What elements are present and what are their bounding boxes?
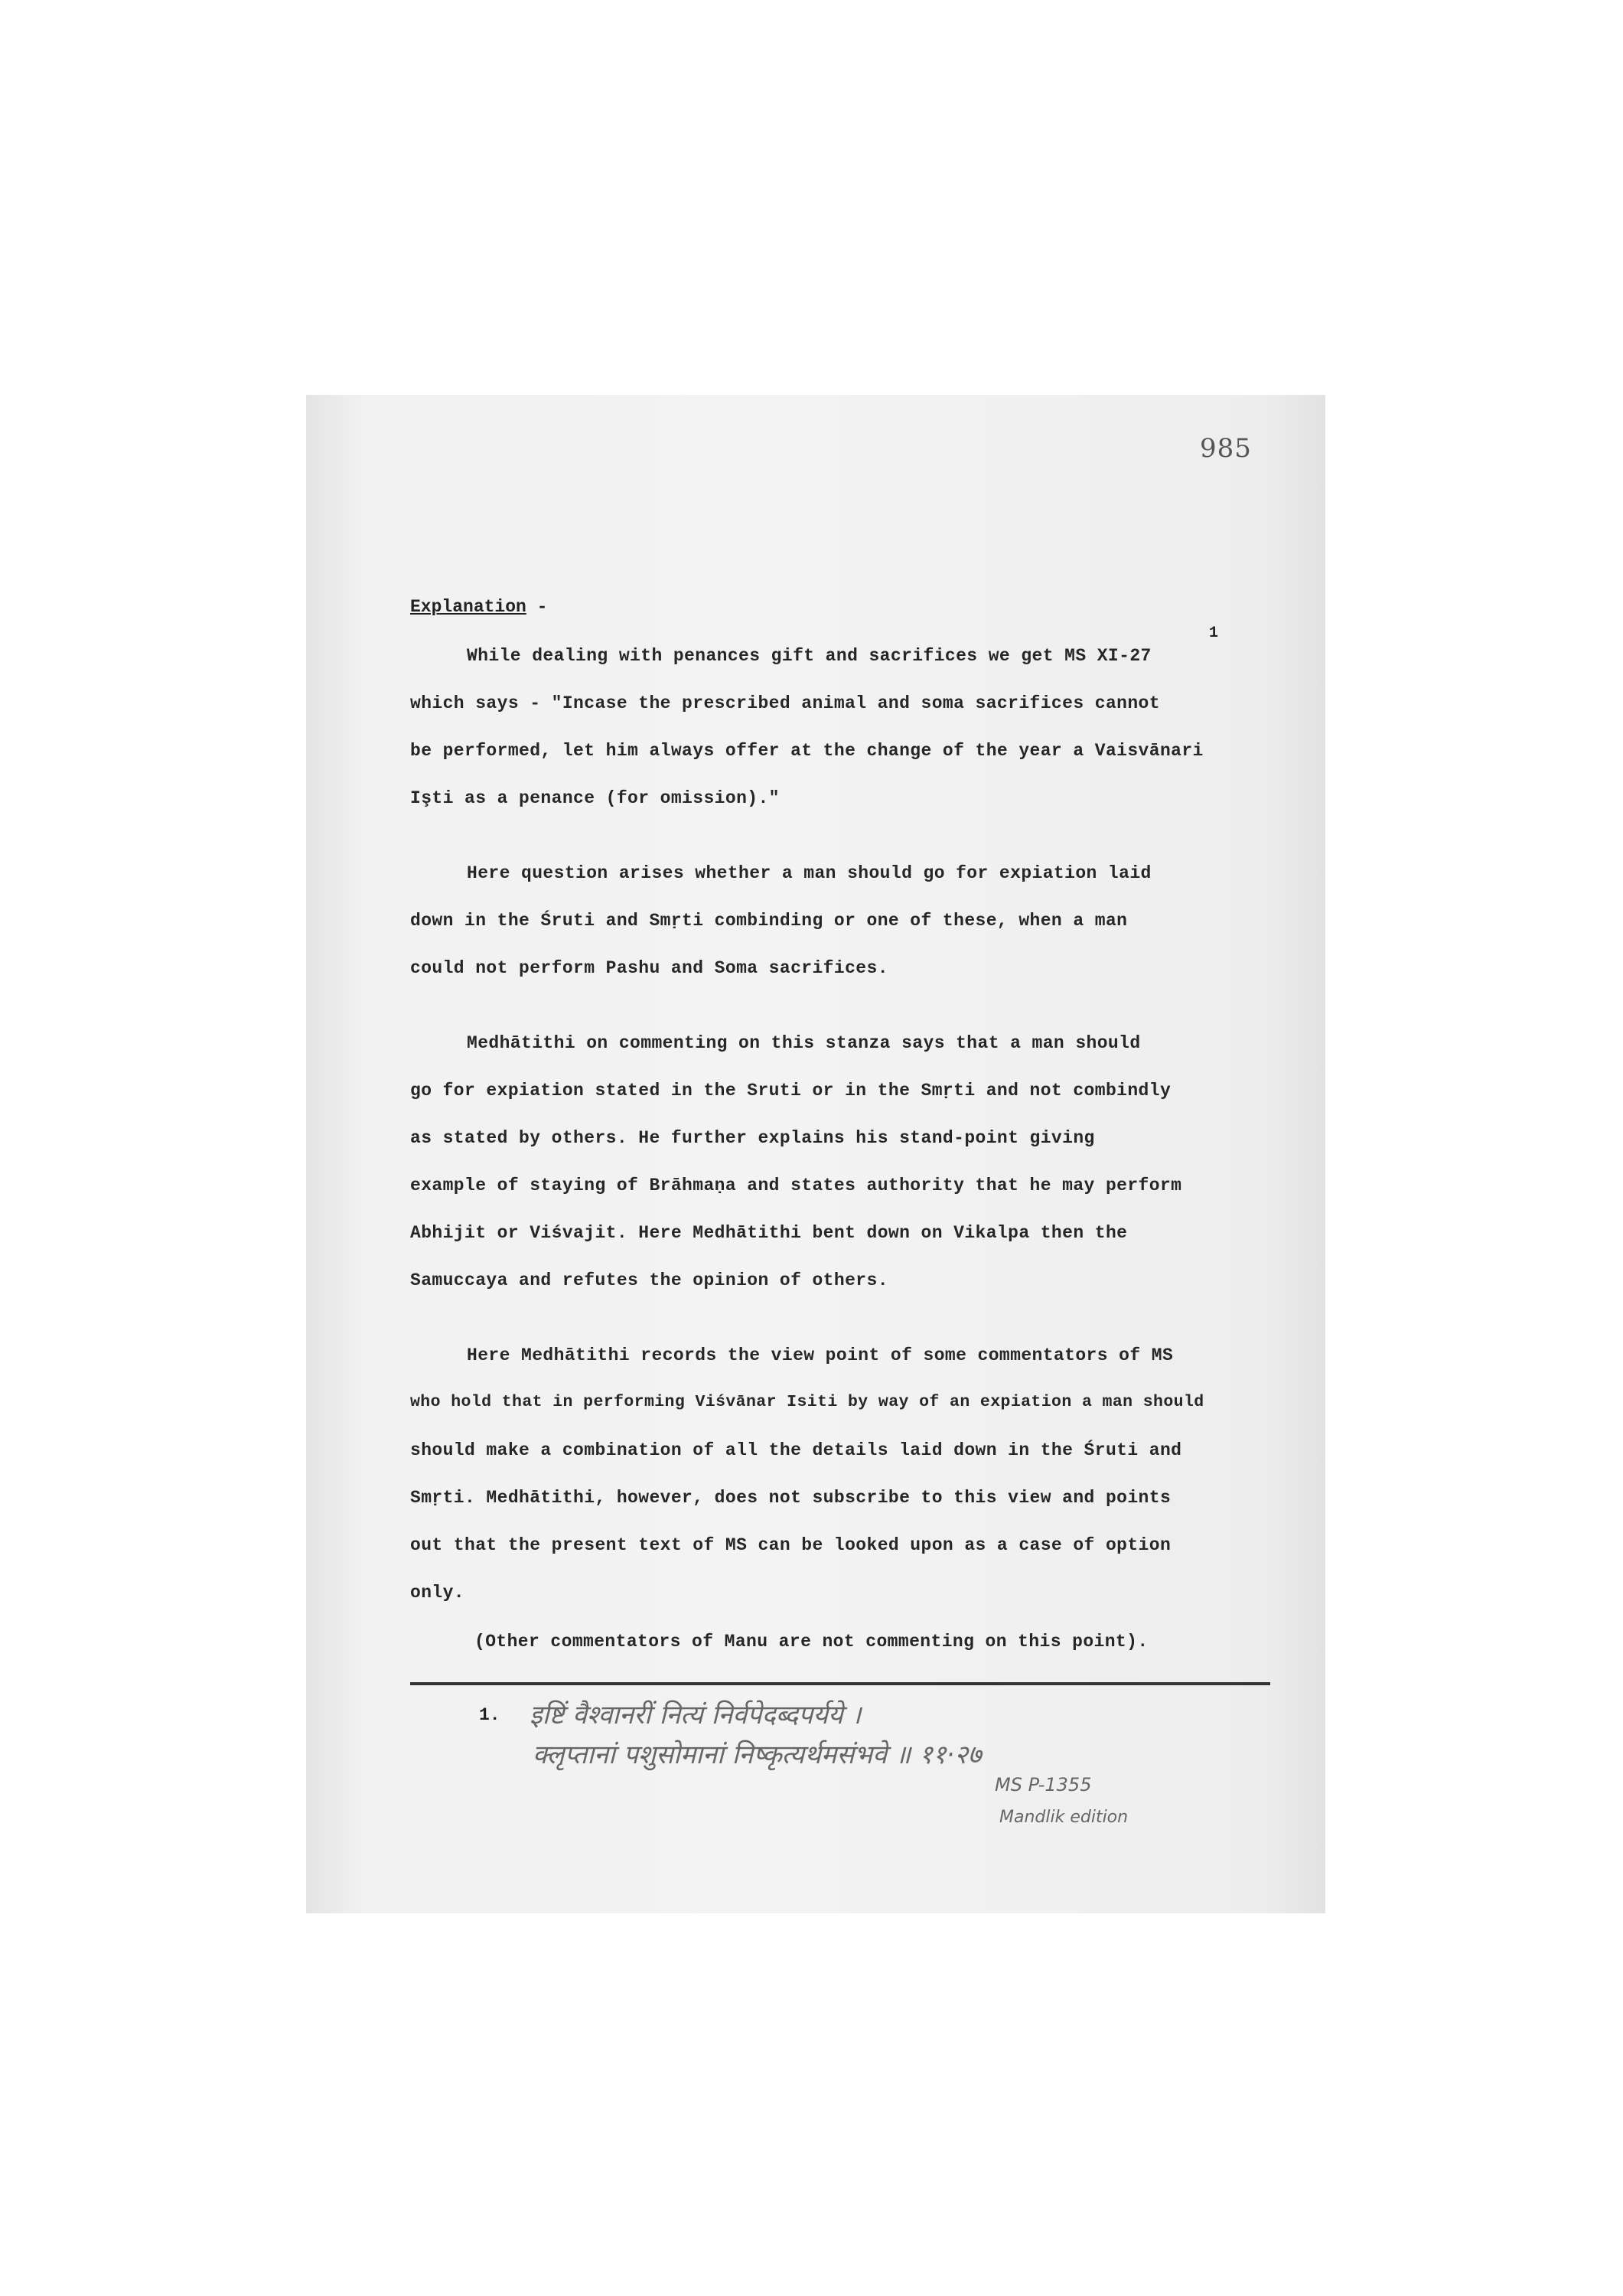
- body-line: down in the Śruti and Smṛti combinding or one of these, when a man: [410, 911, 1128, 931]
- body-line: could not perform Pashu and Soma sacrifices.: [410, 958, 888, 978]
- body-line: (Other commentators of Manu are not commenting on this point).: [474, 1632, 1149, 1652]
- section-heading: [410, 597, 547, 617]
- footnote-reference: MS P-1355: [995, 1774, 1092, 1795]
- footnote-edition: Mandlik edition: [999, 1808, 1129, 1827]
- body-line: which says - "Incase the prescribed animal and soma sacrifices cannot: [410, 693, 1160, 713]
- body-line: While dealing with penances gift and sacrifices we get MS XI-27: [467, 646, 1152, 666]
- body-line: as stated by others. He further explains his stand-point giving: [410, 1128, 1095, 1148]
- body-line: Samuccaya and refutes the opinion of others.: [410, 1270, 888, 1290]
- body-line: go for expiation stated in the Sruti or in the Smṛti and not combindly: [410, 1081, 1172, 1101]
- body-line: be performed, let him always offer at the change of the year a Vaisvānari: [410, 741, 1204, 761]
- body-line: Abhijit or Viśvajit. Here Medhātithi bent down on Vikalpa then the: [410, 1223, 1128, 1243]
- heading-text: Explanation: [410, 597, 526, 617]
- scanned-page: [306, 395, 1325, 1913]
- body-line: who hold that in performing Viśvānar Isiti by way of an expiation a man should: [410, 1393, 1204, 1411]
- footnote-sanskrit-line-1: इष्टिं वैश्वानरीं नित्यं निर्वपेदब्दपर्यये ।: [530, 1700, 862, 1730]
- body-line: example of staying of Brāhmaṇa and states authority that he may perform: [410, 1176, 1182, 1195]
- body-line: Smṛti. Medhātithi, however, does not subscribe to this view and points: [410, 1488, 1172, 1508]
- body-line: Here Medhātithi records the view point of some commentators of MS: [467, 1345, 1174, 1365]
- footnote-number: 1.: [479, 1705, 500, 1725]
- body-line: only.: [410, 1583, 465, 1603]
- body-line: out that the present text of MS can be looked upon as a case of option: [410, 1535, 1172, 1555]
- body-line: should make a combination of all the details laid down in the Śruti and: [410, 1440, 1182, 1460]
- footnote-sanskrit-line-2: क्लृप्तानां पशुसोमानां निष्कृत्यर्थमसंभवे ॥ ११·२७: [533, 1740, 982, 1770]
- footnote-marker: 1: [1209, 625, 1219, 642]
- page-number: 985: [1200, 433, 1252, 464]
- body-line: Here question arises whether a man should go for expiation laid: [467, 863, 1152, 883]
- body-line: Işti as a penance (for omission).": [410, 788, 780, 808]
- footnote-divider: [410, 1682, 1270, 1685]
- heading-dash: -: [526, 597, 548, 617]
- body-line: Medhātithi on commenting on this stanza says that a man should: [467, 1033, 1141, 1053]
